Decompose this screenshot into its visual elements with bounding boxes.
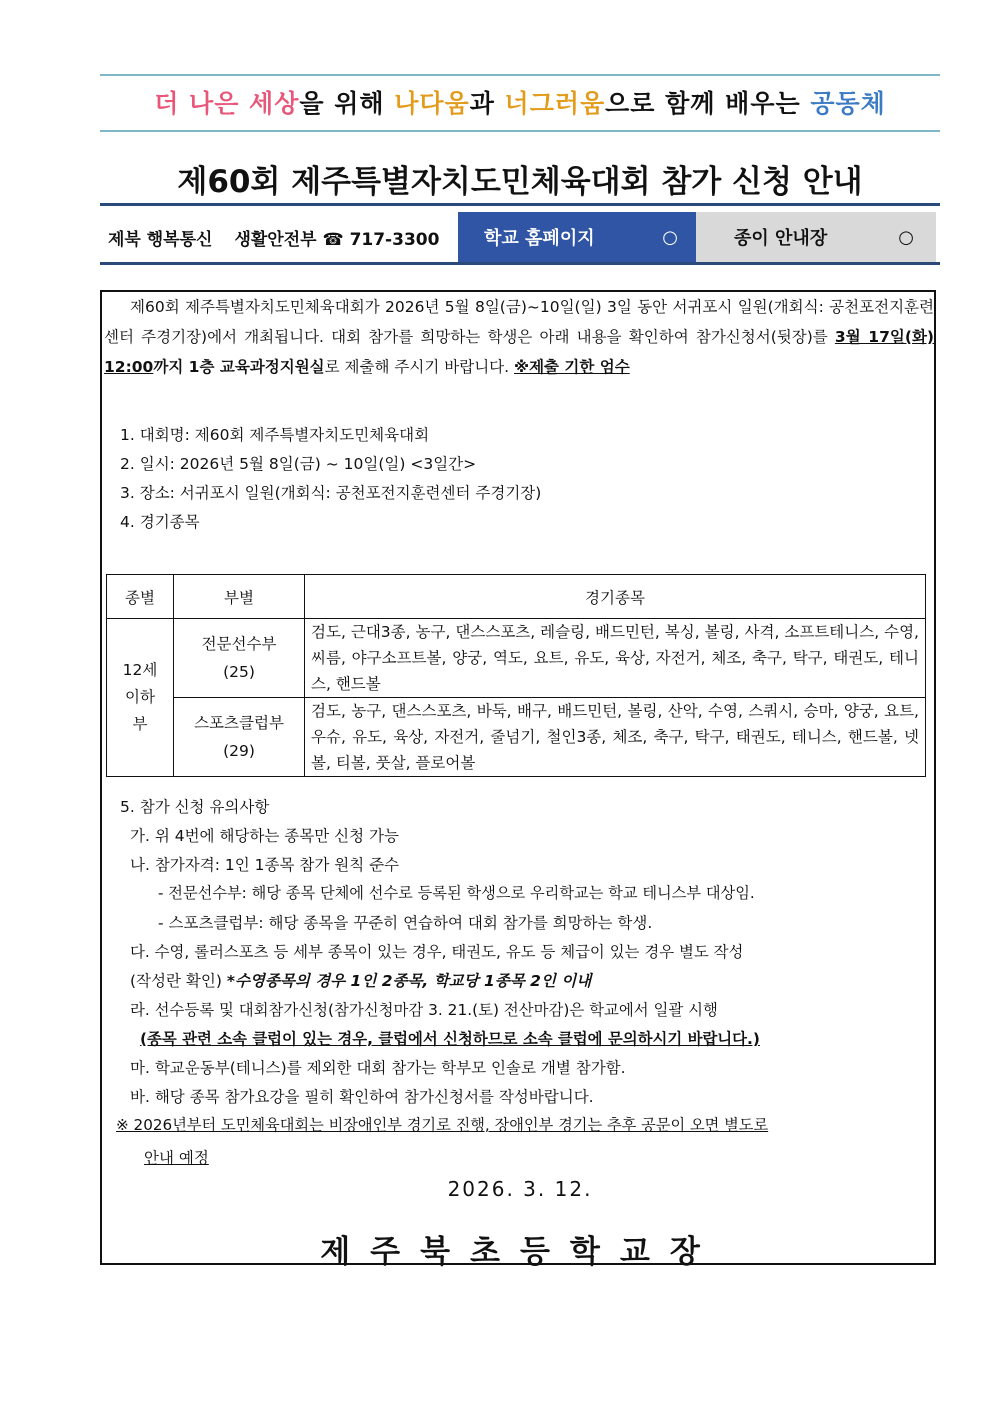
item-place: 3. 장소: 서귀포시 일원(개회식: 공천포전지훈련센터 주경기장) [120, 484, 542, 502]
note-na-1: - 전문선수부: 해당 종목 단체에 선수로 등록된 학생으로 우리학교는 학교 테니스부 대상임. [158, 884, 755, 902]
header-sports: 경기종목 [305, 575, 926, 619]
division-cell [174, 698, 305, 777]
note-ga: 가. 위 4번에 해당하는 종목만 신청 가능 [130, 827, 399, 845]
bar-rule [100, 262, 940, 265]
paper-check-icon: ○ [898, 226, 914, 248]
item-name: 1. 대회명: 제60회 제주특별자치도민체육대회 [120, 426, 430, 444]
deadline-strict: ※제출 기한 엄수 [514, 358, 630, 376]
top-rule [100, 74, 940, 76]
note-ra: 라. 선수등록 및 대회참가신청(참가신청마감 3. 21.(토) 전산마감)은 학교에서 일괄 시행 [130, 1001, 718, 1019]
paper-notice-option[interactable] [696, 212, 936, 262]
slogan-part: 으로 [605, 89, 666, 118]
note-na-2: - 스포츠클럽부: 해당 종목을 꾸준히 연습하여 대회 참가를 희망하는 학생. [158, 914, 653, 932]
sports-cell: 검도, 농구, 댄스스포츠, 바둑, 배구, 배드민턴, 볼링, 산악, 수영, 스쿼시, 승마, 양궁, 요트, 우슈, 유도, 육상, 자전거, 줄넘기, 철인3종, 체조, 축구, 탁구, 태권도, 테니스, 핸드볼, 넷볼, 티볼, 풋살, 플로어볼 [305, 698, 926, 777]
age-group [107, 619, 174, 777]
title-rule [100, 203, 940, 206]
slogan-part: 과 [469, 89, 505, 118]
item-events: 4. 경기종목 [120, 513, 200, 531]
intro-text: 제60회 제주특별자치도민체육대회가 2026년 5월 8일(금)~10일(일) 3일 동안 서귀포시 일원(개회식: 공천포전지훈련센터 주경기장)에서 개최됩니다. 대회 참가를 희망하는 학생은 아래 내용을 확인하여 참가신청서(뒷장)를 [104, 298, 934, 346]
division-count: (29) [223, 742, 255, 760]
deadline: 3월 17일(화) 12:00 [104, 328, 934, 376]
sports-cell: 검도, 근대3종, 농구, 댄스스포츠, 레슬링, 배드민턴, 복싱, 볼링, 사격, 소프트테니스, 수영, 씨름, 야구소프트볼, 양궁, 역도, 요트, 유도, 육상, 자전거, 체조, 축구, 탁구, 태권도, 테니스, 핸드볼 [305, 619, 926, 698]
slogan-part: 더 나은 세상 [154, 89, 300, 118]
slogan [100, 84, 940, 120]
page-title: 제60회 제주특별자치도민체육대회 참가 신청 안내 [177, 164, 863, 200]
note-ba: 바. 해당 종목 참가요강을 필히 확인하여 참가신청서를 작성바랍니다. [130, 1088, 594, 1106]
note-da-2-emphasis: *수영종목의 경우 1인 2종목, 학교당 1종목 2인 이내 [226, 972, 592, 990]
intro-text: 로 제출해 주시기 바랍니다. [324, 358, 514, 376]
slogan-part: 함께 배우는 [665, 89, 811, 118]
notes-heading: 5. 참가 신청 유의사항 [120, 798, 270, 816]
table-header-row [107, 575, 926, 619]
note-da: 다. 수영, 롤러스포츠 등 세부 종목이 있는 경우, 태권도, 유도 등 체급이 있는 경우 별도 작성 [130, 943, 744, 961]
slogan-part: 을 위해 [299, 89, 395, 118]
paper-label: 종이 안내장 [734, 228, 828, 249]
principal-signature: 제주북초등학교장 [320, 1234, 720, 1270]
table-row [107, 619, 926, 698]
header-division: 부별 [174, 575, 305, 619]
table-row [107, 698, 926, 777]
issue-date: 2026. 3. 12. [447, 1177, 593, 1201]
slogan-part: 공동체 [810, 89, 886, 118]
homepage-label: 학교 홈페이지 [484, 228, 595, 249]
deadline-place: 까지 1층 교육과정지원실 [153, 358, 325, 376]
note-star-2: 안내 예정 [144, 1149, 209, 1167]
note-ra-2: (종목 관련 소속 클럽이 있는 경우, 클럽에서 신청하므로 소속 클럽에 문의하시기 바랍니다.) [140, 1030, 760, 1048]
slogan-part: 나다움 [394, 89, 470, 118]
department-contact: 생활안전부 ☎ 717-3300 [234, 229, 440, 250]
school-homepage-option[interactable] [458, 212, 696, 262]
division-name: 스포츠클럽부 [194, 714, 284, 732]
newsletter-name: 제북 행복통신 [108, 229, 213, 250]
item-date: 2. 일시: 2026년 5월 8일(금) ~ 10일(일) <3일간> [120, 455, 477, 473]
newsletter-info [100, 212, 458, 262]
division-count: (25) [223, 663, 255, 681]
note-da-2 [130, 969, 591, 991]
age-group-label: 12세 이하부 [122, 661, 158, 733]
note-na: 나. 참가자격: 1인 1종목 참가 원칙 준수 [130, 856, 400, 874]
header-category: 종별 [107, 575, 174, 619]
intro-paragraph [104, 292, 934, 382]
slogan-bottom-rule [100, 130, 940, 132]
header-bar [100, 212, 936, 262]
homepage-check-icon: ○ [662, 226, 678, 248]
events-table [106, 574, 926, 777]
note-ma: 마. 학교운동부(테니스)를 제외한 대회 참가는 학부모 인솔로 개별 참가함. [130, 1059, 626, 1077]
division-cell [174, 619, 305, 698]
note-da-2-text: (작성란 확인) [130, 972, 227, 990]
division-name: 전문선수부 [201, 635, 277, 653]
note-star: ※ 2026년부터 도민체육대회는 비장애인부 경기로 진행, 장애인부 경기는 추후 공문이 오면 별도로 [116, 1116, 769, 1134]
slogan-part: 너그러움 [504, 89, 606, 118]
